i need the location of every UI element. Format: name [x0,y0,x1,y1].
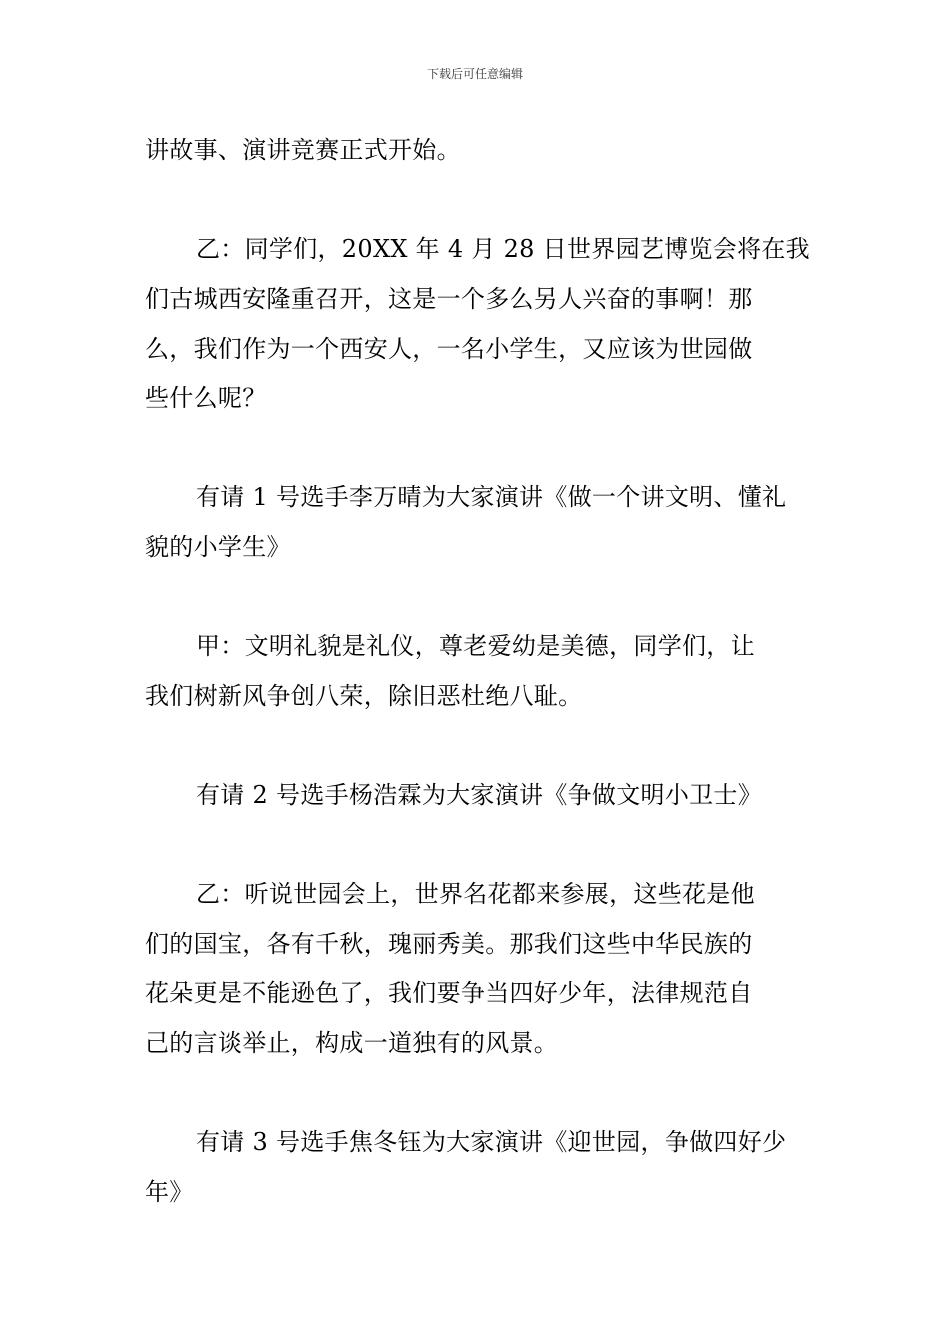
text-line: 己的言谈举止，构成一道独有的风景。 [145,1029,559,1057]
text-line: 甲：文明礼貌是礼仪，尊老爱幼是美德，同学们，让 [196,632,755,660]
text-line: 貌的小学生》 [145,533,291,561]
text-line: 乙：听说世园会上，世界名花都来参展，这些花是他 [196,880,755,908]
text-line: 有请 3 号选手焦冬钰为大家演讲《迎世园，争做四好少 [196,1128,787,1156]
text-line: 我们树新风争创八荣，除旧恶杜绝八耻。 [145,682,583,710]
text-line: 花朵更是不能逊色了，我们要争当四好少年，法律规范自 [145,979,753,1007]
text-line: 些什么呢？ [145,384,267,412]
text-line: 年》 [145,1178,194,1206]
text-line: 有请 1 号选手李万晴为大家演讲《做一个讲文明、懂礼 [196,483,787,511]
page-header: 下载后可任意编辑 [426,67,523,81]
text-line: 有请 2 号选手杨浩霖为大家演讲《争做文明小卫士》 [196,781,763,809]
text-line: 么，我们作为一个西安人，一名小学生，又应该为世园做 [145,335,753,363]
text-line: 们古城西安隆重召开，这是一个多么另人兴奋的事啊！那 [145,285,753,313]
text-line: 讲故事、演讲竞赛正式开始。 [145,136,461,164]
text-line: 乙：同学们，20XX 年 4 月 28 日世界园艺博览会将在我 [196,235,810,263]
text-line: 们的国宝，各有千秋，瑰丽秀美。那我们这些中华民族的 [145,930,753,958]
